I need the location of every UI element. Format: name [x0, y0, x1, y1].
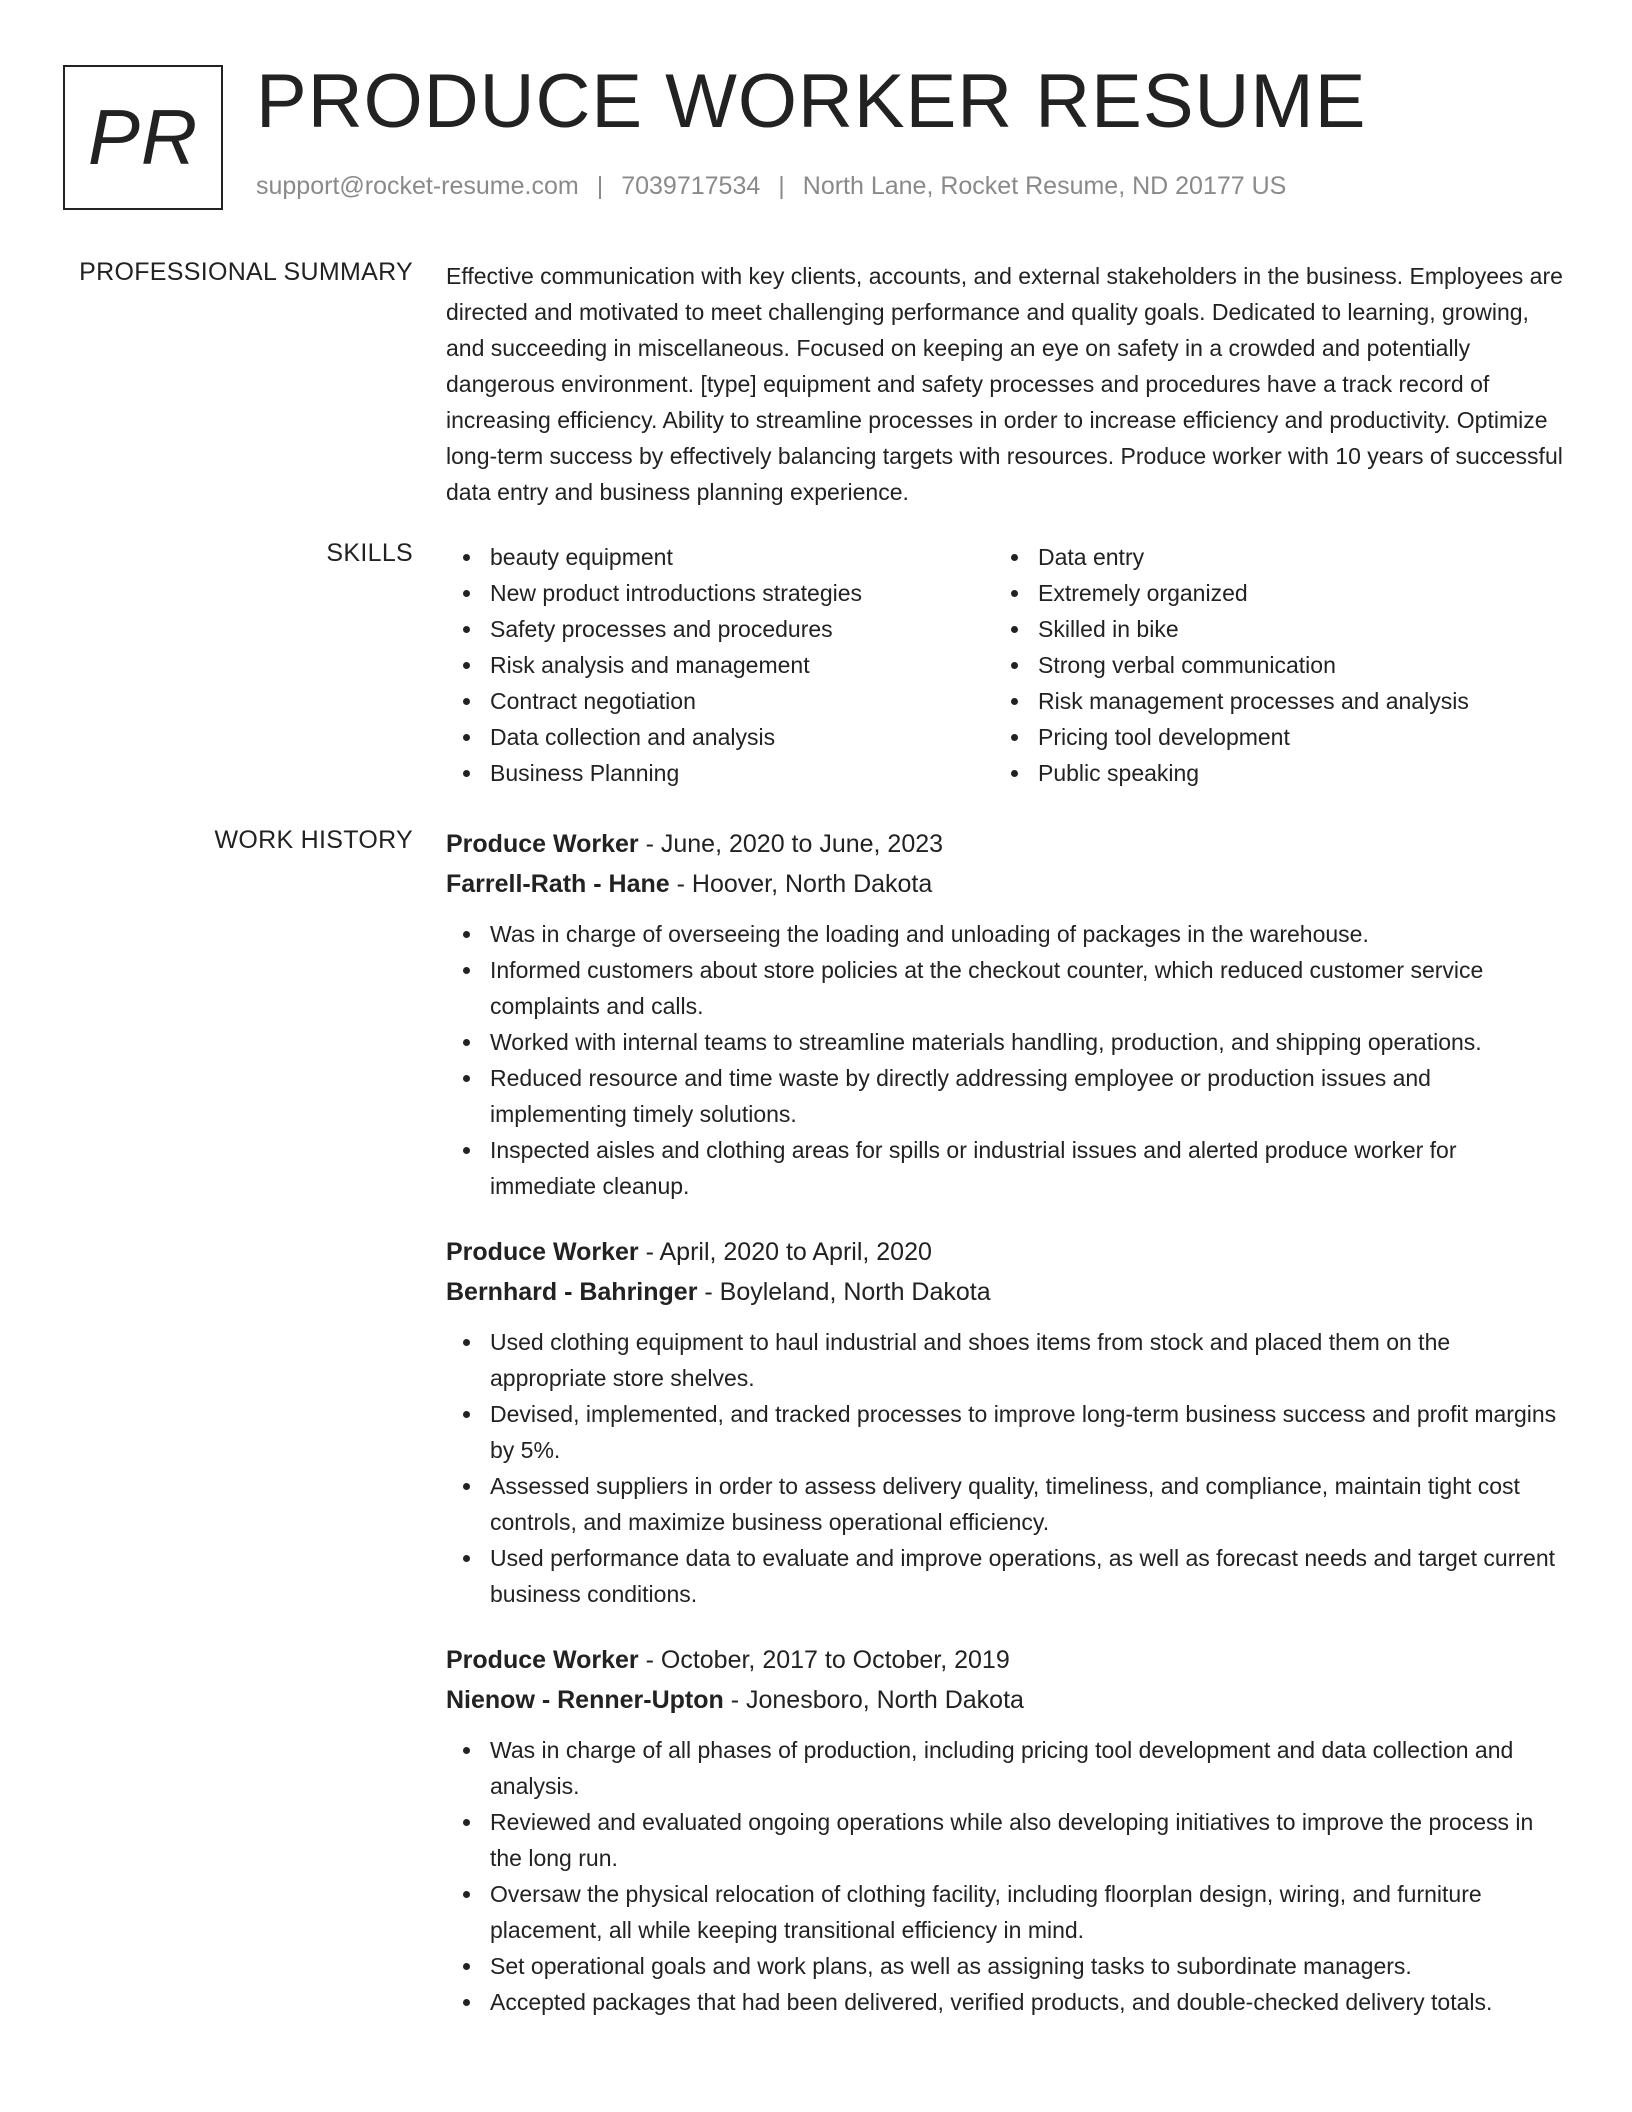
- work-history-body: [446, 824, 1566, 2048]
- skill-item: Extremely organized: [994, 575, 1542, 611]
- skill-item: Public speaking: [994, 755, 1542, 791]
- monogram: PR: [63, 65, 223, 210]
- separator: |: [778, 172, 785, 200]
- skills-body: [446, 539, 1566, 791]
- phone-text: 7039717534: [621, 172, 761, 200]
- job-entry: [446, 1640, 1566, 2020]
- job-bullet: Was in charge of all phases of production, including pricing tool development and data collection and analysis.: [446, 1732, 1566, 1804]
- job-company-line: [446, 864, 1566, 904]
- job-title: Produce Worker: [446, 1238, 639, 1266]
- email-text: support@rocket-resume.com: [256, 172, 579, 200]
- page-title: PRODUCE WORKER RESUME: [256, 59, 1367, 144]
- job-entry: [446, 824, 1566, 1204]
- summary-heading: PROFESSIONAL SUMMARY: [79, 258, 413, 286]
- skill-item: Pricing tool development: [994, 719, 1542, 755]
- skill-item: Risk analysis and management: [446, 647, 994, 683]
- job-bullets: [446, 916, 1566, 1204]
- job-entry: [446, 1232, 1566, 1612]
- skill-item: Data entry: [994, 539, 1542, 575]
- job-bullet: Was in charge of overseeing the loading and unloading of packages in the warehouse.: [446, 916, 1566, 952]
- work-history-heading: WORK HISTORY: [214, 826, 413, 854]
- skills-column-left: [446, 539, 994, 791]
- job-company: Nienow - Renner-Upton: [446, 1686, 724, 1714]
- job-company: Bernhard - Bahringer: [446, 1278, 698, 1306]
- job-dates: - June, 2020 to June, 2023: [638, 830, 944, 858]
- skill-item: Data collection and analysis: [446, 719, 994, 755]
- job-bullet: Oversaw the physical relocation of clothing facility, including floorplan design, wiring, and furniture placement, all while keeping transitional efficiency in mind.: [446, 1876, 1566, 1948]
- separator: |: [596, 172, 604, 200]
- skill-item: New product introductions strategies: [446, 575, 994, 611]
- job-title-line: [446, 824, 1566, 864]
- job-bullets: [446, 1324, 1566, 1612]
- job-bullet: Used performance data to evaluate and improve operations, as well as forecast needs and target current business conditions.: [446, 1540, 1566, 1612]
- skill-item: Contract negotiation: [446, 683, 994, 719]
- job-bullet: Accepted packages that had been delivered, verified products, and double-checked delivery totals.: [446, 1984, 1566, 2020]
- skill-item: beauty equipment: [446, 539, 994, 575]
- job-company: Farrell-Rath - Hane: [446, 870, 670, 898]
- job-dates: - April, 2020 to April, 2020: [638, 1238, 932, 1266]
- job-bullet: Reviewed and evaluated ongoing operations while also developing initiatives to improve the process in the long run.: [446, 1804, 1566, 1876]
- skill-item: Business Planning: [446, 755, 994, 791]
- skill-item: Strong verbal communication: [994, 647, 1542, 683]
- contact-line: [256, 172, 1286, 201]
- job-company-line: [446, 1680, 1566, 1720]
- job-bullet: Inspected aisles and clothing areas for spills or industrial issues and alerted produce worker for immediate cleanup.: [446, 1132, 1566, 1204]
- job-bullet: Worked with internal teams to streamline materials handling, production, and shipping operations.: [446, 1024, 1566, 1060]
- job-location: - Boyleland, North Dakota: [697, 1278, 991, 1306]
- job-bullets: [446, 1732, 1566, 2020]
- job-bullet: Used clothing equipment to haul industrial and shoes items from stock and placed them on the appropriate store shelves.: [446, 1324, 1566, 1396]
- address-text: North Lane, Rocket Resume, ND 20177 US: [802, 172, 1287, 200]
- job-bullet: Set operational goals and work plans, as well as assigning tasks to subordinate managers.: [446, 1948, 1566, 1984]
- job-title: Produce Worker: [446, 830, 639, 858]
- job-company-line: [446, 1272, 1566, 1312]
- skill-item: Risk management processes and analysis: [994, 683, 1542, 719]
- job-bullet: Devised, implemented, and tracked processes to improve long-term business success and profit margins by 5%.: [446, 1396, 1566, 1468]
- job-title-line: [446, 1232, 1566, 1272]
- skill-item: Skilled in bike: [994, 611, 1542, 647]
- job-title-line: [446, 1640, 1566, 1680]
- job-location: - Jonesboro, North Dakota: [723, 1686, 1024, 1714]
- summary-text: Effective communication with key clients, accounts, and external stakeholders in the business. Employees are directed and motivated to meet challenging performance and quality goals. Dedicated to learning, growing, and succeeding in miscellaneous. Focused on keeping an eye on safety in a crowded and potentially dangerous environment. [type] equipment and safety processes and procedures have a track record of increasing efficiency. Ability to streamline processes in order to increase efficiency and productivity. Optimize long-term success by effectively balancing targets with resources. Produce worker with 10 years of successful data entry and business planning experience.: [446, 263, 1563, 505]
- skills-heading: SKILLS: [326, 539, 413, 567]
- job-bullet: Informed customers about store policies at the checkout counter, which reduced customer service complaints and calls.: [446, 952, 1566, 1024]
- job-bullet: Assessed suppliers in order to assess delivery quality, timeliness, and compliance, maintain tight cost controls, and maximize business operational efficiency.: [446, 1468, 1566, 1540]
- skill-item: Safety processes and procedures: [446, 611, 994, 647]
- job-bullet: Reduced resource and time waste by directly addressing employee or production issues and implementing timely solutions.: [446, 1060, 1566, 1132]
- job-location: - Hoover, North Dakota: [669, 870, 933, 898]
- job-title: Produce Worker: [446, 1646, 639, 1674]
- skills-column-right: [994, 539, 1542, 791]
- job-dates: - October, 2017 to October, 2019: [638, 1646, 1010, 1674]
